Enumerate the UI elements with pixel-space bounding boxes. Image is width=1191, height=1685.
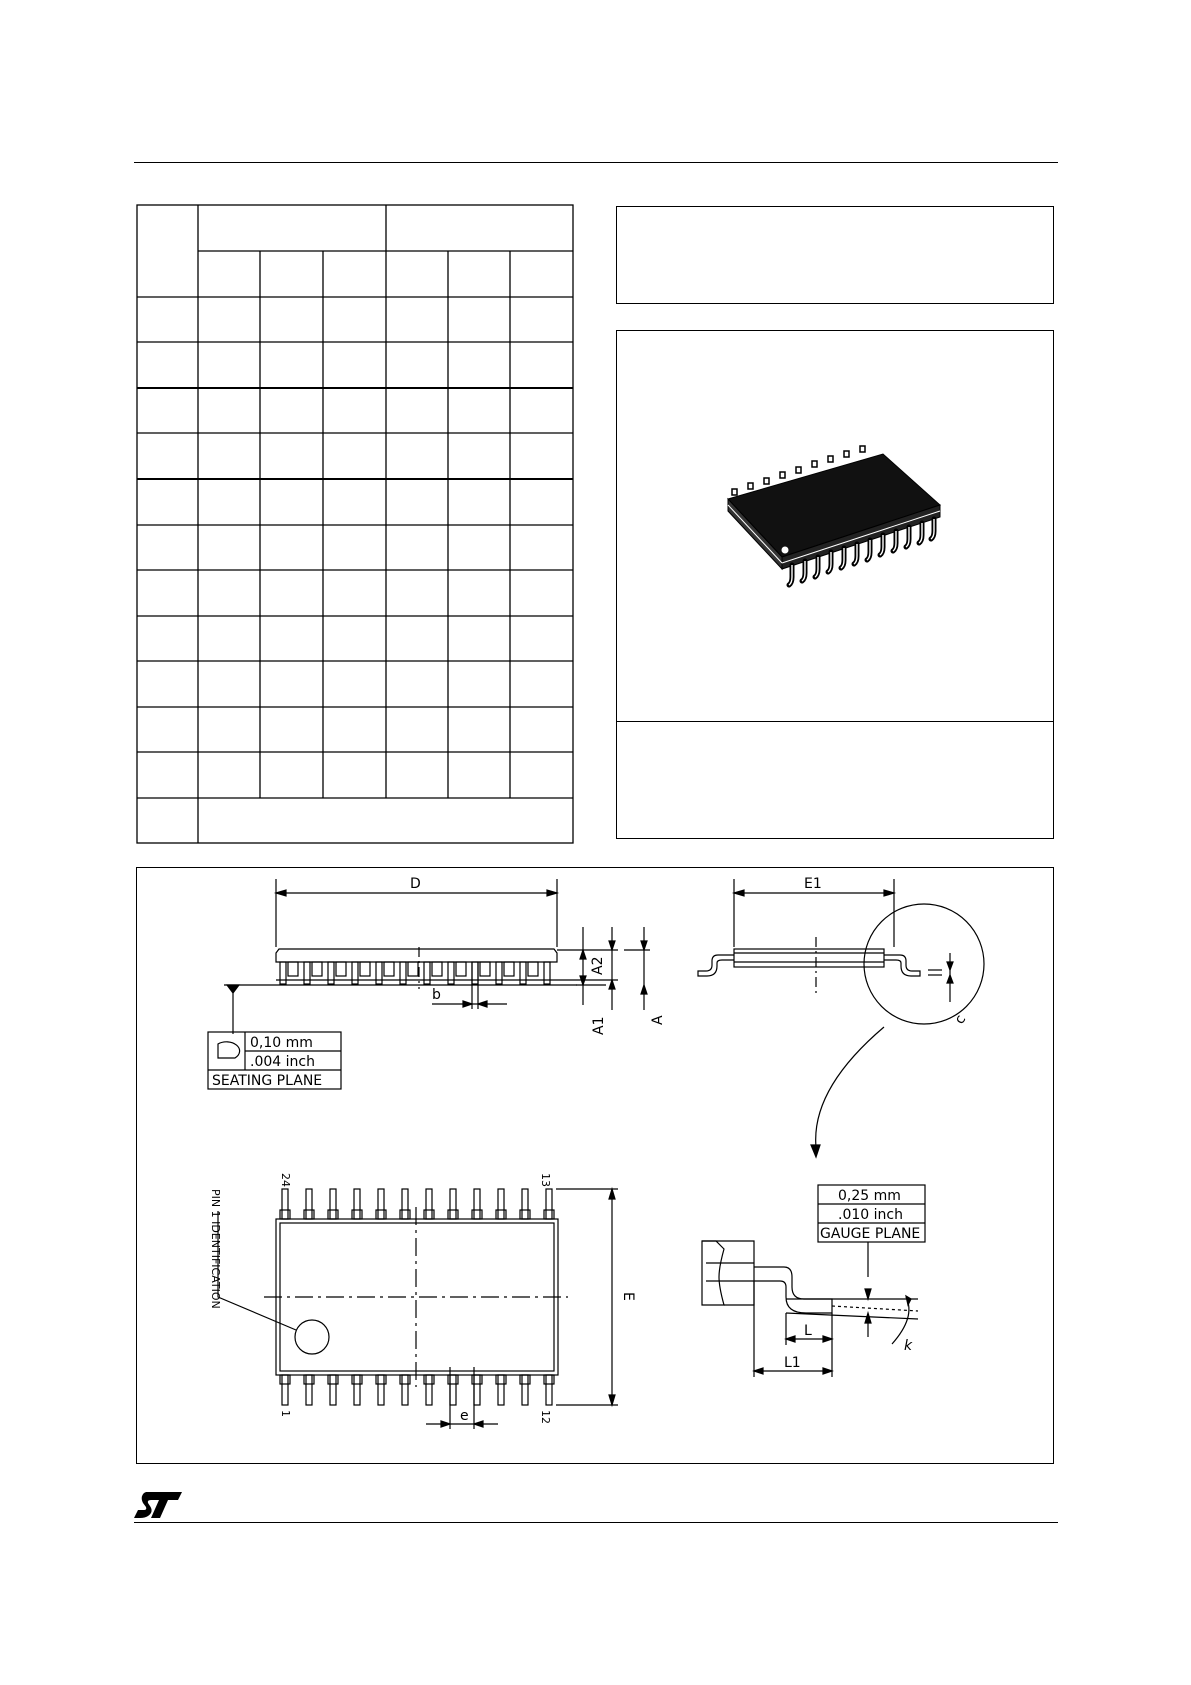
dim-c-label: c (951, 1012, 970, 1027)
package-title-box (616, 206, 1054, 304)
dim-L1-label: L1 (784, 1355, 801, 1371)
dim-D-label: D (410, 876, 421, 892)
mechanical-drawing (136, 867, 1054, 1464)
dim-A2-label: A2 (590, 956, 606, 975)
seating-plane-label: SEATING PLANE (212, 1073, 323, 1089)
pin-1-label: 1 (279, 1410, 292, 1417)
dim-b-label: b (432, 987, 441, 1003)
st-logo-icon (134, 1490, 184, 1520)
pin-24-label: 24 (279, 1173, 292, 1187)
dim-E1-label: E1 (804, 876, 822, 892)
dim-A-label: A (650, 1015, 666, 1025)
gauge-mm: 0,25 mm (838, 1188, 901, 1204)
header-rule (134, 162, 1058, 163)
gauge-plane-label: GAUGE PLANE (820, 1226, 921, 1242)
footer-rule (134, 1522, 1058, 1523)
seating-inch: .004 inch (250, 1054, 315, 1070)
dim-k-label: k (904, 1338, 913, 1354)
dim-L-label: L (804, 1323, 812, 1339)
gauge-inch: .010 inch (838, 1207, 903, 1223)
package-image-divider (616, 721, 1054, 722)
dim-E-label: E (620, 1292, 636, 1301)
dimensions-table (136, 204, 576, 846)
pin-1-identification-label: PIN 1 IDENTIFICATION (209, 1189, 222, 1309)
dim-e-label: e (460, 1408, 469, 1424)
seating-mm: 0,10 mm (250, 1035, 313, 1051)
pin-13-label: 13 (539, 1173, 552, 1187)
dim-A1-label: A1 (591, 1016, 607, 1035)
pin-12-label: 12 (539, 1410, 552, 1424)
tssop-chip-icon (720, 445, 960, 595)
